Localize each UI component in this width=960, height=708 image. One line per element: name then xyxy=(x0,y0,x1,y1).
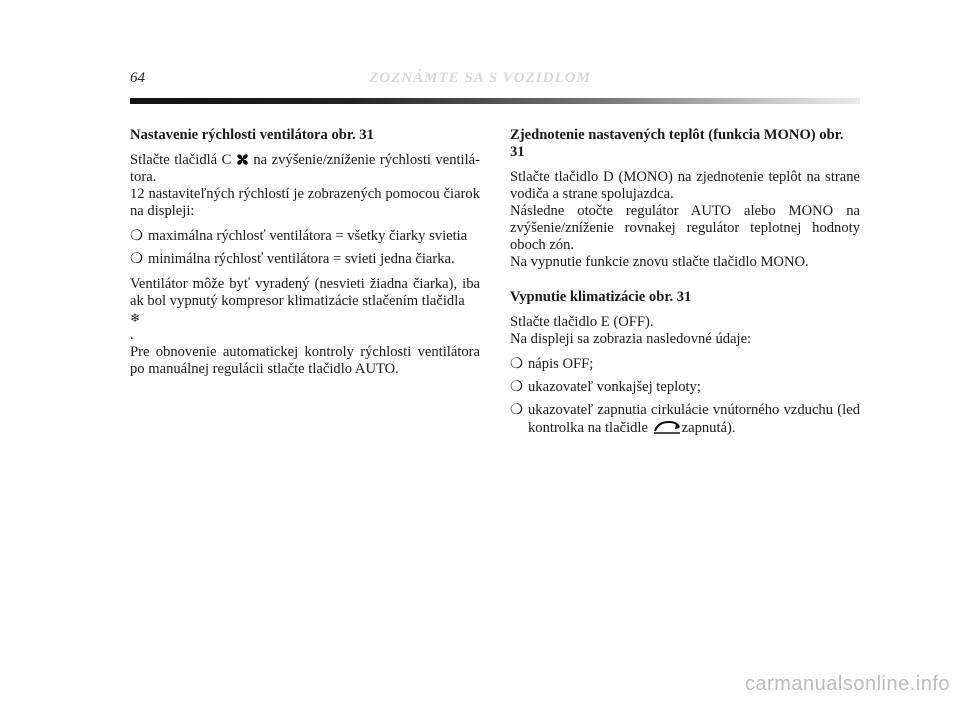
snowflake-icon: ❄ xyxy=(130,311,141,325)
text-line: Stlačte tlačidlá C na zvýšenie/zníženie rýchlosti ventilá-tora. xyxy=(130,152,480,185)
left-column xyxy=(130,127,480,386)
section-heading-mono: Zjednotenie nastavených teplôt (funkcia MONO) obr. 31 xyxy=(510,127,844,160)
list-item: ❍ nápis OFF; xyxy=(510,356,594,372)
bullet-mark: ❍ xyxy=(510,379,524,395)
paragraph-fan-buttons xyxy=(130,152,480,220)
text-line: Stlačte tlačidlo D (MONO) na zjednotenie teplôt na strane vodiča a strane spolujazdca. xyxy=(510,169,860,202)
list-item: ❍ ukazovateľ vonkajšej teploty; xyxy=(510,379,701,395)
list-item: ❍ minimálna rýchlosť ventilátora = svieti jedna čiarka. xyxy=(130,251,455,267)
fan-speed-list xyxy=(130,228,480,268)
paragraph-off xyxy=(510,314,860,348)
air-recirculation-icon xyxy=(652,419,682,435)
text-line: Pre obnovenie automatickej kontroly rýchlosti ventilátora po manuálnej regulácii stlačte tlačidlo AUTO. xyxy=(130,344,480,377)
list-item: ❍ maximálna rýchlosť ventilátora = všetky čiarky svietia xyxy=(130,228,468,244)
bullet-mark: ❍ xyxy=(130,228,144,244)
text-line: Na displeji sa zobrazia nasledovné údaje: xyxy=(510,331,752,347)
paragraph-fan-disabled xyxy=(130,276,480,378)
running-head: ZOZNÁMTE SA S VOZIDLOM xyxy=(369,70,591,86)
paragraph-mono xyxy=(510,169,860,271)
right-column xyxy=(510,127,860,445)
section-heading-fan-speed: Nastavenie rýchlosti ventilátora obr. 31 xyxy=(130,127,374,143)
section-heading-off: Vypnutie klimatizácie obr. 31 xyxy=(510,289,692,305)
watermark: carmanualsonline.info xyxy=(744,673,950,695)
fan-icon xyxy=(236,153,249,166)
text-line: Stlačte tlačidlo E (OFF). xyxy=(510,314,654,330)
bullet-mark: ❍ xyxy=(510,356,524,372)
list-item: ❍ ukazovateľ zapnutia cirkulácie vnútorného vzduchu (led kontrolka na tlačidle zapnutá). xyxy=(510,402,860,436)
header-rule xyxy=(130,98,860,104)
text-line: 12 nastaviteľných rýchlostí je zobrazených pomocou čiarok na displeji: xyxy=(130,186,480,219)
bullet-mark: ❍ xyxy=(510,402,524,418)
text-line: Následne otočte regulátor AUTO alebo MONO na zvýšenie/zníženie rovnakej regulátor teplotnej hodnoty oboch zón. xyxy=(510,203,860,253)
text-line: Na vypnutie funkcie znovu stlačte tlačidlo MONO. xyxy=(510,254,809,270)
text-line: Ventilátor môže byť vyradený (nesvieti žiadna čiarka), iba ak bol vypnutý kompresor klimatizácie stlačením tlačidla ❄ . xyxy=(130,276,480,343)
page-number: 64 xyxy=(130,70,145,86)
display-items-list xyxy=(510,356,860,437)
bullet-mark: ❍ xyxy=(130,251,144,267)
